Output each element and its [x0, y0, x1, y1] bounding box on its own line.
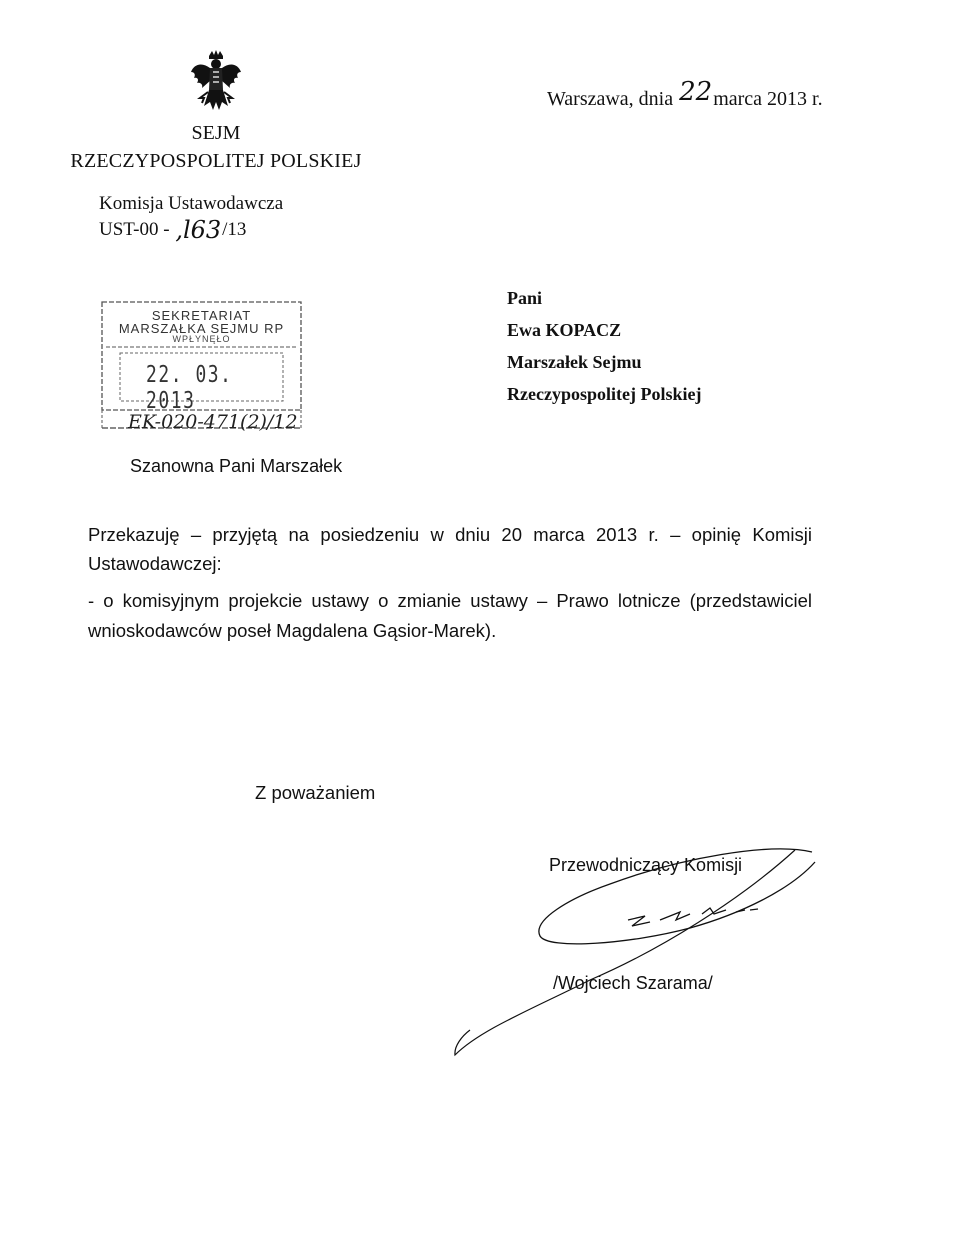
recipient-title: Marszałek Sejmu	[507, 352, 642, 372]
paragraph-1-line-1: Przekazuję – przyjętą na posiedzeniu w dniu 20 marca 2013 r. – opinię Komisji	[88, 524, 812, 545]
recipient-salutation: Pani	[507, 288, 543, 308]
eagle-emblem-icon	[190, 50, 242, 116]
registration-stamp	[100, 300, 303, 433]
date-day-handwritten: 22	[679, 77, 713, 107]
signer-role: Przewodniczący Komisji	[549, 855, 743, 875]
reference-suffix: /13	[222, 219, 247, 240]
reference-number	[99, 213, 247, 244]
reference-prefix: UST-00 -	[99, 219, 170, 240]
recipient-block	[507, 282, 701, 410]
stamp-line1: SEKRETARIAT	[151, 308, 252, 323]
paragraph-2-line-1: - o komisyjnym projekcie ustawy o zmianie ustawy – Prawo lotnicze (przedstawiciel	[88, 590, 812, 611]
recipient-title-2: Rzeczypospolitej Polskiej	[507, 384, 702, 404]
institution-name-line2: RZECZYPOSPOLITEJ POLSKIEJ	[70, 150, 362, 172]
place-date-suffix: marca 2013 r.	[713, 88, 823, 110]
stamp-date: 22. 03. 2013	[146, 362, 233, 414]
stamp-line2: MARSZAŁKA SEJMU RP	[118, 321, 285, 336]
stamp-handwritten-reference: EK-020-471(2)/12	[128, 411, 298, 433]
reference-handwritten: ,l63	[175, 216, 222, 244]
greeting: Szanowna Pani Marszałek	[130, 456, 343, 476]
signer-name: /Wojciech Szarama/	[553, 973, 713, 993]
recipient-name: Ewa KOPACZ	[507, 320, 622, 340]
institution-name-line1: SEJM	[191, 122, 241, 144]
place-and-date	[547, 77, 823, 112]
paragraph-2-line-2: wnioskodawców poseł Magdalena Gąsior-Marek).	[88, 620, 497, 641]
stamp-line3: WPŁYNĘŁO	[172, 334, 231, 344]
place-date-prefix: Warszawa, dnia	[547, 88, 674, 110]
paragraph-1-line-2: Ustawodawczej:	[88, 553, 222, 574]
closing-phrase: Z poważaniem	[255, 782, 376, 803]
committee-name: Komisja Ustawodawcza	[99, 193, 284, 214]
